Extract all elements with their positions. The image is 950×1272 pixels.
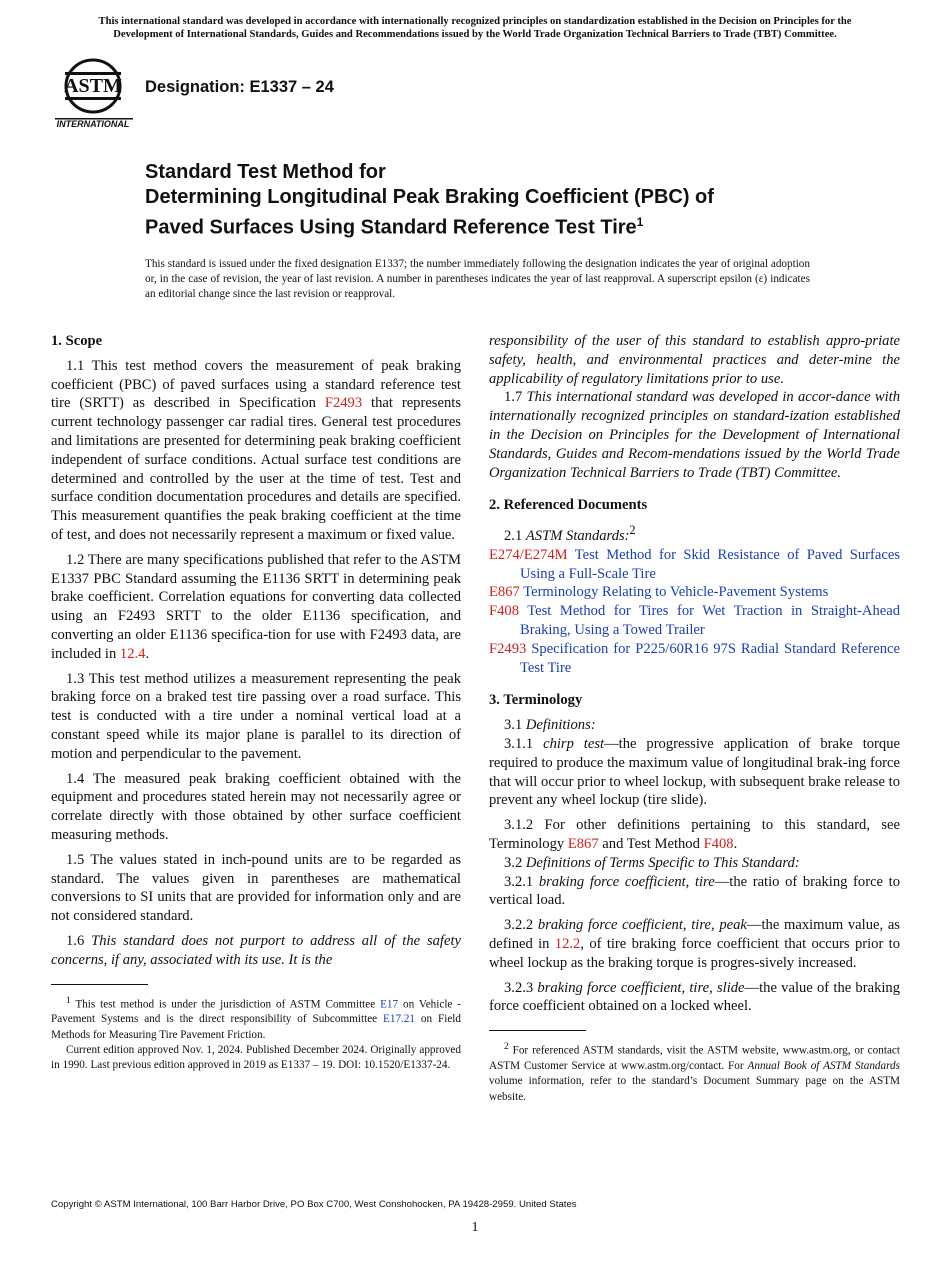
- title-line1: Standard Test Method for: [145, 161, 386, 183]
- astm-standards-label: 2.1 ASTM Standards:$^2$: [504, 523, 636, 545]
- scope-1-6: 1.6 This standard does not purport to address all of the safety concerns, if any, associated with its use. It is the: [51, 932, 461, 968]
- ref-item-f2493[interactable]: F2493 Specification for P225/60R16 97S Radial Standard Reference Test Tire: [489, 640, 900, 676]
- footnote-1-edition: Current edition approved Nov. 1, 2024. Published December 2024. Originally approved in 1990. Last previous edition approved in 2019 as E1337 – 19. DOI: 10.1520/E1337-24.: [51, 1043, 461, 1072]
- term-3-1-2: 3.1.2 For other definitions pertaining to this standard, see Terminology E867 and Test Method F408.: [489, 817, 900, 852]
- link-e17[interactable]: E17: [380, 998, 399, 1011]
- footnote-rule-right: [489, 1030, 586, 1031]
- scope-heading: 1. Scope: [51, 333, 103, 349]
- term-3-2-2: 3.2.2 braking force coefficient, tire, peak—the maximum value, as defined in 12.2, of tire braking force coefficient that occurs prior to wheel lockup as the braking torque is progres-sively increased.: [489, 917, 900, 971]
- link-e17-21[interactable]: E17.21: [383, 1013, 416, 1026]
- top-notice: [40, 16, 910, 41]
- left-column: [51, 332, 461, 1073]
- right-column: [489, 332, 900, 1105]
- link-12-2[interactable]: 12.2: [554, 935, 581, 952]
- terminology-heading: 3. Terminology: [489, 692, 583, 709]
- scope-1-1: 1.1 This test method covers the measurement of peak braking coefficient (PBC) of paved surfaces using a standard reference test tire (SRTT) as described in Specification F2493 that represents current technology passenger car radial tires. General test procedures and limitations are presented for determining peak braking coefficient independent of surface conditions. Actual surface test conditions are determined and controlled by the user at the time of test. Test and surface condition documentation procedures and details are specified. This measurement quantifies the peak braking coefficient at the time of test, and does not necessarily represent a maximum or fixed value.: [51, 357, 461, 543]
- astm-logo: [53, 56, 135, 132]
- term-3-2: 3.2 Definitions of Terms Specific to This Standard:: [504, 854, 800, 871]
- title-line3-text: Paved Surfaces Using Standard Reference Test Tire: [145, 216, 637, 239]
- ref-item-e274[interactable]: E274/E274M Test Method for Skid Resistance of Paved Surfaces Using a Full-Scale Tire: [489, 546, 900, 582]
- designation: Designation: E1337 – 24: [145, 78, 334, 96]
- page-number: 1: [471, 1220, 479, 1235]
- scope-1-6-continued: responsibility of the user of this standard to establish appro-priate safety, health, and environmental practices and deter-mine the applicability of regulatory limitations prior to use.: [489, 333, 900, 387]
- footnote-2: $^2$ For referenced ASTM standards, visit the ASTM website, www.astm.org, or contact ASTM Customer Service at www.astm.org/contact. For Annual Book of ASTM Standards volume information, refer to the standard’s Document Summary page on the ASTM website.: [489, 1042, 900, 1103]
- scope-1-3: 1.3 This test method utilizes a measurement representing the peak braking force on a braked test tire passing over a road surface. This test is conducted with a tire under a nominal vertical load at a constant speed while its major plane is parallel to its direction of motion and perpendicular to the pavement.: [51, 670, 461, 762]
- document-title: [145, 160, 885, 241]
- footnote-rule-left: [51, 984, 148, 985]
- title-line3: [145, 210, 885, 241]
- scope-1-4: 1.4 The measured peak braking coefficient obtained with the equipment and procedures stated herein may not necessarily agree or correlate directly with those obtained by other surface coefficient measuring methods.: [51, 770, 461, 843]
- referenced-heading: 2. Referenced Documents: [489, 497, 648, 514]
- logo-text: ASTM: [64, 75, 122, 97]
- link-12-4[interactable]: 12.4: [119, 645, 146, 662]
- top-notice-line2: Development of International Standards, Guides and Recommendations issued by the World Trade Organization Technical Barriers to Trade (TBT) Committee.: [113, 28, 837, 40]
- link-e867[interactable]: E867: [567, 835, 599, 852]
- issue-note: This standard is issued under the fixed designation E1337; the number immediately following the designation indicates the year of original adoption or, in the case of revision, the year of last revision. A number in parentheses indicates the year of last reapproval. A superscript epsilon (ε) indicates an editorial change since the last revision or reapproval.: [145, 258, 810, 301]
- term-3-1-1: 3.1.1 chirp test—the progressive application of brake torque required to produce the maximum value of longitudinal brak-ing force that will occur prior to wheel lockup, with subsequent brake release to prevent any wheel lockup (tire slide).: [489, 736, 900, 809]
- link-f2493[interactable]: F2493: [324, 395, 363, 412]
- term-3-1: 3.1 Definitions:: [504, 717, 596, 734]
- astm-logo-icon: [53, 56, 135, 132]
- scope-1-2: 1.2 There are many specifications published that refer to the ASTM E1337 PBC Standard assuming the E1136 SRTT in determining peak brake coefficient. Correlation equations for converting data collected using an F2493 SRTT to the older E1136 specification, and converting an older E1136 specifica-tion for use with F2493 data, are included in 12.4.: [51, 551, 461, 662]
- title-footnote-ref[interactable]: 1: [636, 215, 644, 229]
- term-3-2-1: 3.2.1 braking force coefficient, tire—the ratio of braking force to vertical load.: [489, 873, 901, 909]
- ref-item-f408[interactable]: F408 Test Method for Tires for Wet Traction in Straight-Ahead Braking, Using a Towed Trailer: [489, 603, 900, 639]
- scope-1-7: 1.7 This international standard was developed in accor-dance with internationally recognized principles on standard-ization established in the Decision on Principles for the Development of International Standards, Guides and Recom-mendations issued by the World Trade Organization Technical Barriers to Trade (TBT) Committee.: [489, 389, 900, 481]
- top-notice-line1: This international standard was developed in accordance with internationally recognized principles on standardization established in the Decision on Principles for the: [98, 16, 852, 27]
- link-f408[interactable]: F408: [703, 835, 734, 852]
- scope-1-5: 1.5 The values stated in inch-pound units are to be regarded as standard. The values given in parentheses are mathematical conversions to SI units that are provided for information only and are not considered standard.: [51, 851, 461, 925]
- title-line2: Determining Longitudinal Peak Braking Coefficient (PBC) of: [145, 186, 714, 208]
- footnote-1: $^1$ This test method is under the jurisdiction of ASTM Committee E17 on Vehicle - Pavement Systems and is the direct responsibility of Subcommittee E17.21 on Field Methods for Measuring Tire Pavement Friction. Current edition approved Nov. 1, 2024. Published December 2024. Originally approved in 1990. Last previous edition approved in 2019 as E1337 – 19. DOI: 10.1520/E1337-24.: [51, 994, 461, 1074]
- term-3-2-3: 3.2.3 braking force coefficient, tire, slide—the value of the braking force coefficient obtained on a locked wheel.: [489, 979, 901, 1015]
- copyright-notice: Copyright © ASTM International, 100 Barr Harbor Drive, PO Box C700, West Conshohocken, PA 19428-2959. United States: [51, 1199, 577, 1210]
- logo-sub-text: INTERNATIONAL: [56, 119, 130, 129]
- ref-item-e867[interactable]: E867 Terminology Relating to Vehicle-Pavement Systems: [489, 584, 829, 601]
